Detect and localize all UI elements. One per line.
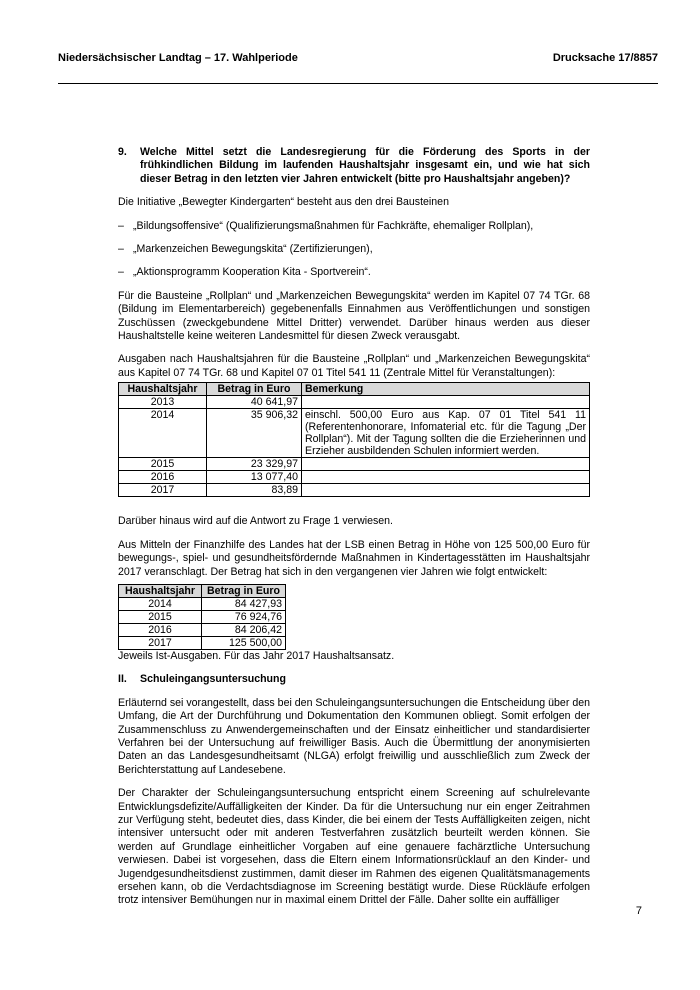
section-number: II. xyxy=(118,673,127,686)
note-cell xyxy=(302,396,590,409)
list-item: – „Bildungsoffensive“ (Qualifizierungsmaßnahmen für Fachkräfte, ehemaliger Rollplan), xyxy=(118,219,534,232)
table-row xyxy=(119,484,590,497)
amount-cell: 35 906,32 xyxy=(207,409,302,458)
year-cell: 2016 xyxy=(119,623,202,636)
year-cell: 2015 xyxy=(119,458,207,471)
year-cell: 2015 xyxy=(119,610,202,623)
bullet-text: „Bildungsoffensive“ (Qualifizierungsmaßnahmen für Fachkräfte, ehemaliger Rollplan), xyxy=(133,219,534,232)
paragraph-3: Darüber hinaus wird auf die Antwort zu Frage 1 verwiesen. xyxy=(118,515,393,528)
page-header xyxy=(58,52,658,64)
question-heading xyxy=(118,146,590,186)
note-cell: einschl. 500,00 Euro aus Kap. 07 01 Titel 541 11 (Referentenhonorare, Infomaterial etc. für die Tagung „Der Rollplan“). Mit der Tagung sollten die die Erzieherinnen und Erzieher ausbildenden Schulen informiert werden. xyxy=(302,409,590,458)
year-cell: 2014 xyxy=(119,409,207,458)
column-header: Haushaltsjahr xyxy=(119,584,202,597)
question-number: 9. xyxy=(118,146,127,158)
column-header: Bemerkung xyxy=(302,383,590,396)
paragraph-5: Erläuternd sei vorangestellt, dass bei den Schuleingangsuntersuchungen die Entscheidung über den Umfang, die Art der Durchführung und Dokumentation den Kommunen obliegt. Somit erfolgen der Zusammenschluss zu Anwendergemeinschaften und der Einsatz einheitlicher und standardisierter Verfahren bei der Untersuchung auf freiwilliger Basis. Auch die Übermittlung der anonymisierten Daten an das Landesgesundheitsamt (NLGA) erfolgt freiwillig und ausschließlich zum Zweck der Berichterstattung auf Landesebene. xyxy=(118,696,590,776)
list-item: – „Markenzeichen Bewegungskita“ (Zertifizierungen), xyxy=(118,243,373,256)
question-text: Welche Mittel setzt die Landesregierung für die Förderung des Sports in der frühkindlichen Bildung im laufenden Haushaltsjahr insgesamt ein, und wie hat sich dieser Betrag in den letzten vier Jahren entwickelt (bitte pro Haushaltsjahr angeben)? xyxy=(140,146,590,185)
year-cell: 2016 xyxy=(119,471,207,484)
bullet-text: „Markenzeichen Bewegungskita“ (Zertifizierungen), xyxy=(133,243,373,256)
bullet-list xyxy=(118,220,590,280)
amount-cell: 84 206,42 xyxy=(202,623,286,636)
bullet-text: „Aktionsprogramm Kooperation Kita - Sportverein“. xyxy=(133,266,371,279)
list-item: – „Aktionsprogramm Kooperation Kita - Sportverein“. xyxy=(118,266,371,279)
paragraph-2: Ausgaben nach Haushaltsjahren für die Bausteine „Rollplan“ und „Markenzeichen Bewegungskita“ aus Kapitel 07 74 TGr. 68 und Kapitel 07 01 Titel 541 11 (Zentrale Mittel für Veranstaltungen): xyxy=(118,353,590,379)
year-cell: 2017 xyxy=(119,636,202,649)
table-row xyxy=(119,597,286,610)
year-cell: 2014 xyxy=(119,597,202,610)
column-header: Betrag in Euro xyxy=(207,383,302,396)
table-row xyxy=(119,623,286,636)
year-cell: 2013 xyxy=(119,396,207,409)
page-number: 7 xyxy=(635,905,642,917)
amount-cell: 23 329,97 xyxy=(207,458,302,471)
note-cell xyxy=(302,471,590,484)
paragraph-6: Der Charakter der Schuleingangsuntersuchung entspricht einem Screening auf schulrelevante Entwicklungsdefizite/Auffälligkeiten der Kinder. Da für die Untersuchung nur ein enger Zeitrahmen zur Verfügung steht, bedeutet dies, dass Kinder, die bei einem der Tests Auffälligkeiten zeigen, nicht intensiver untersucht oder mit anderen Testverfahren zusätzlich beurteilt werden können. Sie werden auf Grundlage einheitlicher Vorgaben auf eine genauere fachärztliche Untersuchung verwiesen. Dabei ist vorgesehen, dass die Eltern einem Informationsrücklauf an den Kinder- und Jugendgesundheitsdienst zustimmen, damit dieser im Rahmen des eigenen Qualitätsmanagements ersehen kann, ob die Verdachtsdiagnose im Screening bestätigt wurde. Diese Rückläufe erfolgen trotz intensiver Bemühungen nur in maximal einem Drittel der Fälle. Daher sollte ein auffälliger xyxy=(118,787,590,907)
expenditure-table xyxy=(118,382,590,497)
intro-paragraph: Die Initiative „Bewegter Kindergarten“ besteht aus den drei Bausteinen xyxy=(118,196,449,209)
year-cell: 2017 xyxy=(119,484,207,497)
table-header-row xyxy=(119,383,590,396)
amount-cell: 40 641,97 xyxy=(207,396,302,409)
section-title: Schuleingangsuntersuchung xyxy=(140,673,286,686)
table-row xyxy=(119,396,590,409)
header-right: Drucksache 17/8857 xyxy=(552,52,658,64)
column-header: Haushaltsjahr xyxy=(119,383,207,396)
table-note: Jeweils Ist-Ausgaben. Für das Jahr 2017 Haushaltsansatz. xyxy=(118,649,395,662)
lsb-table xyxy=(118,584,286,650)
header-left: Niedersächsischer Landtag – 17. Wahlperiode xyxy=(58,52,298,64)
header-divider xyxy=(58,83,658,84)
amount-cell: 84 427,93 xyxy=(202,597,286,610)
amount-cell: 125 500,00 xyxy=(202,636,286,649)
table-header-row xyxy=(119,584,286,597)
note-cell xyxy=(302,458,590,471)
section-heading xyxy=(118,673,590,686)
table-row xyxy=(119,636,286,649)
amount-cell: 83,89 xyxy=(207,484,302,497)
note-cell xyxy=(302,484,590,497)
table-row xyxy=(119,471,590,484)
paragraph-4: Aus Mitteln der Finanzhilfe des Landes hat der LSB einen Betrag in Höhe von 125 500,00 Euro für bewegungs-, spiel- und gesundheitsfördernde Maßnahmen in Kindertagesstätten im Haushaltsjahr 2017 veranschlagt. Der Betrag hat sich in den vergangenen vier Jahren wie folgt entwickelt: xyxy=(118,538,590,578)
amount-cell: 13 077,40 xyxy=(207,471,302,484)
amount-cell: 76 924,76 xyxy=(202,610,286,623)
table-row xyxy=(119,610,286,623)
paragraph-1: Für die Bausteine „Rollplan“ und „Markenzeichen Bewegungskita“ werden im Kapitel 07 74 TGr. 68 (Bildung im Elementarbereich) gegebenenfalls Einnahmen aus Veröffentlichungen und sonstigen Zuschüssen (zweckgebundene Mittel Dritter) verwendet. Darüber hinaus werden aus dieser Haushaltstelle keine weiteren Landesmittel für diesen Zweck verausgabt. xyxy=(118,289,590,343)
table-row xyxy=(119,409,590,458)
table-row xyxy=(119,458,590,471)
column-header: Betrag in Euro xyxy=(202,584,286,597)
document-body xyxy=(118,146,590,918)
